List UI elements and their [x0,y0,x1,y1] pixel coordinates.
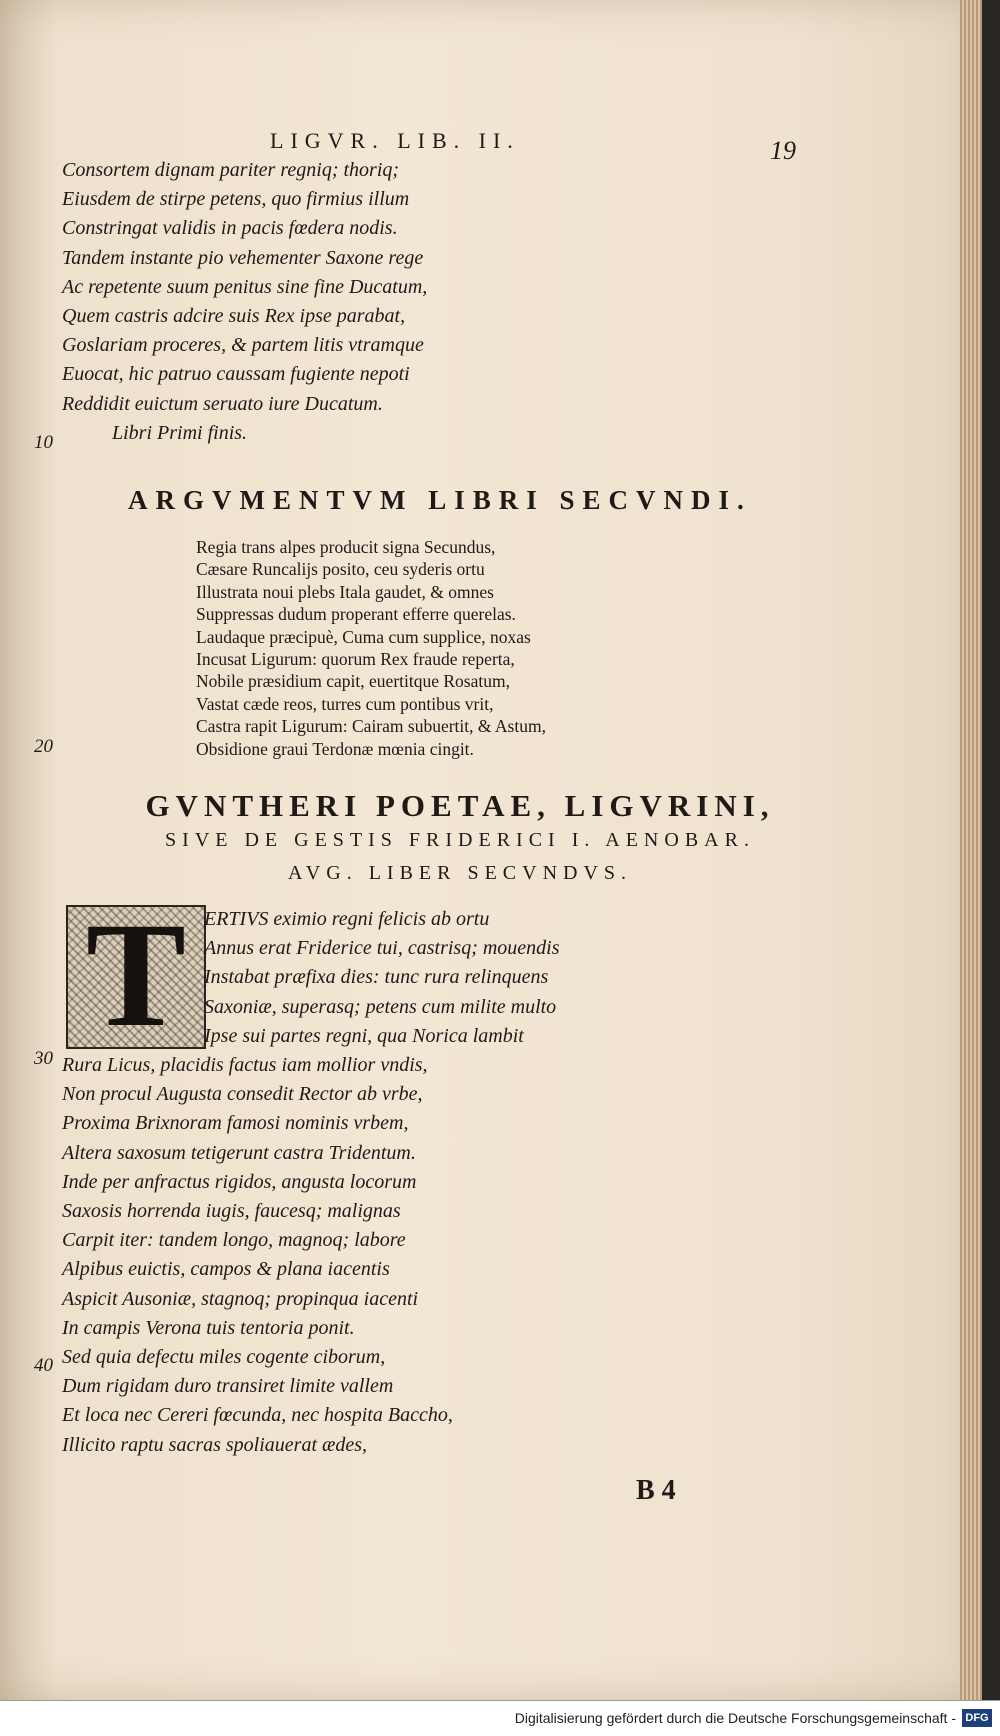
argument-line: Obsidione graui Terdonæ mœnia cingit. [196,738,474,759]
line-number: 20 [34,736,53,757]
verse-line: Dum rigidam duro transiret limite vallem [62,1375,394,1398]
line-number: 40 [34,1355,53,1376]
verse-line: Et loca nec Cereri fœcunda, nec hospita Baccho, [62,1404,453,1427]
argument-line: Cæsare Runcalijs posito, ceu syderis ortu [196,559,485,580]
verse-line: Inde per anfractus rigidos, angusta locorum [62,1170,417,1193]
verse-line: Sed quia defectu miles cogente ciborum, [62,1346,386,1369]
verse-line: Proxima Brixnoram famosi nominis vrbem, [62,1112,409,1135]
argument-line: Castra rapit Ligurum: Cairam subuertit, & Astum, [196,716,546,737]
folio-number: 19 [770,136,796,165]
verse-line: In campis Verona tuis tentoria ponit. [62,1316,355,1339]
argument-line: Illustrata noui plebs Itala gaudet, & omnes [196,581,494,602]
verse-line: Illicito raptu sacras spoliauerat ædes, [62,1433,367,1456]
line-number: 10 [34,432,53,453]
verse-line: Consortem dignam pariter regniq; thoriq; [62,159,400,181]
verse-line: Ac repetente suum penitus sine fine Ducatum, [62,275,428,298]
verse-line: Saxosis horrenda iugis, faucesq; malignas [62,1200,401,1223]
argument-line: Suppressas dudum properant efferre querelas. [196,604,516,625]
argument-title: ARGVMENTVM LIBRI SECVNDI. [128,485,752,515]
verse-line: Non procul Augusta consedit Rector ab vrbe, [62,1083,423,1106]
book-end-note: Libri Primi finis. [62,421,248,444]
line-number: 30 [34,1048,53,1069]
verse-line: Quem castris adcire suis Rex ipse parabat, [62,305,406,328]
verse-line: Euocat, hic patruo caussam fugiente nepoti [62,363,410,386]
verse-line: Annus erat Friderice tui, castrisq; mouendis [204,937,560,960]
argument-line: Vastat cæde reos, turres cum pontibus vrit, [196,693,494,714]
verse-line: Altera saxosum tetigerunt castra Tridentum. [62,1141,416,1164]
signature-mark: B 4 [636,1475,676,1506]
verse-line: Constringat validis in pacis fœdera nodis. [62,217,398,240]
dfg-logo: DFG [962,1709,992,1727]
verses-top [62,156,427,448]
verses-initial [204,905,560,1051]
argument-line: Incusat Ligurum: quorum Rex fraude reperta, [196,649,515,670]
argument-block [196,536,546,760]
digitization-footer [0,1700,1000,1736]
verse-line: Aspicit Ausoniæ, stagnoq; propinqua iacenti [62,1287,419,1310]
argument-line: Regia trans alpes producit signa Secundus, [196,537,496,557]
argument-line: Nobile præsidium capit, euertitque Rosatum, [196,671,510,692]
verse-line: Reddidit euictum seruato iure Ducatum. [62,392,383,415]
book-title-line-3: AVG. LIBER SECVNDVS. [287,862,633,884]
verse-line: Ipse sui partes regni, qua Norica lambit [204,1024,524,1047]
verses-main [62,1051,453,1460]
verse-line: Alpibus euictis, campos & plana iacentis [62,1258,390,1281]
verse-line: Tandem instante pio vehementer Saxone rege [62,246,424,269]
book-title-line-1: GVNTHERI POETAE, LIGVRINI, [145,788,775,823]
running-head: LIGVR. LIB. II. [270,128,520,153]
verse-line: Eiusdem de stirpe petens, quo firmius illum [62,188,410,211]
verse-line: ERTIVS eximio regni felicis ab ortu [204,908,490,930]
verse-line: Rura Licus, placidis factus iam mollior vndis, [62,1054,428,1076]
verse-line: Instabat præfixa dies: tunc rura relinquens [204,966,549,989]
page-edge [960,0,982,1700]
initial-letter: T [85,892,187,1058]
verse-line: Goslariam proceres, & partem litis vtramque [62,334,424,357]
argument-line: Laudaque præcipuè, Cuma cum supplice, noxas [196,626,531,647]
footer-credit: Digitalisierung gefördert durch die Deutsche Forschungsgemeinschaft - [514,1710,956,1726]
verse-line: Carpit iter: tandem longo, magnoq; labore [62,1229,406,1252]
verse-line: Saxoniæ, superasq; petens cum milite multo [204,995,557,1018]
decorated-initial [66,892,206,1058]
book-title-line-2: SIVE DE GESTIS FRIDERICI I. AENOBAR. [165,829,755,851]
